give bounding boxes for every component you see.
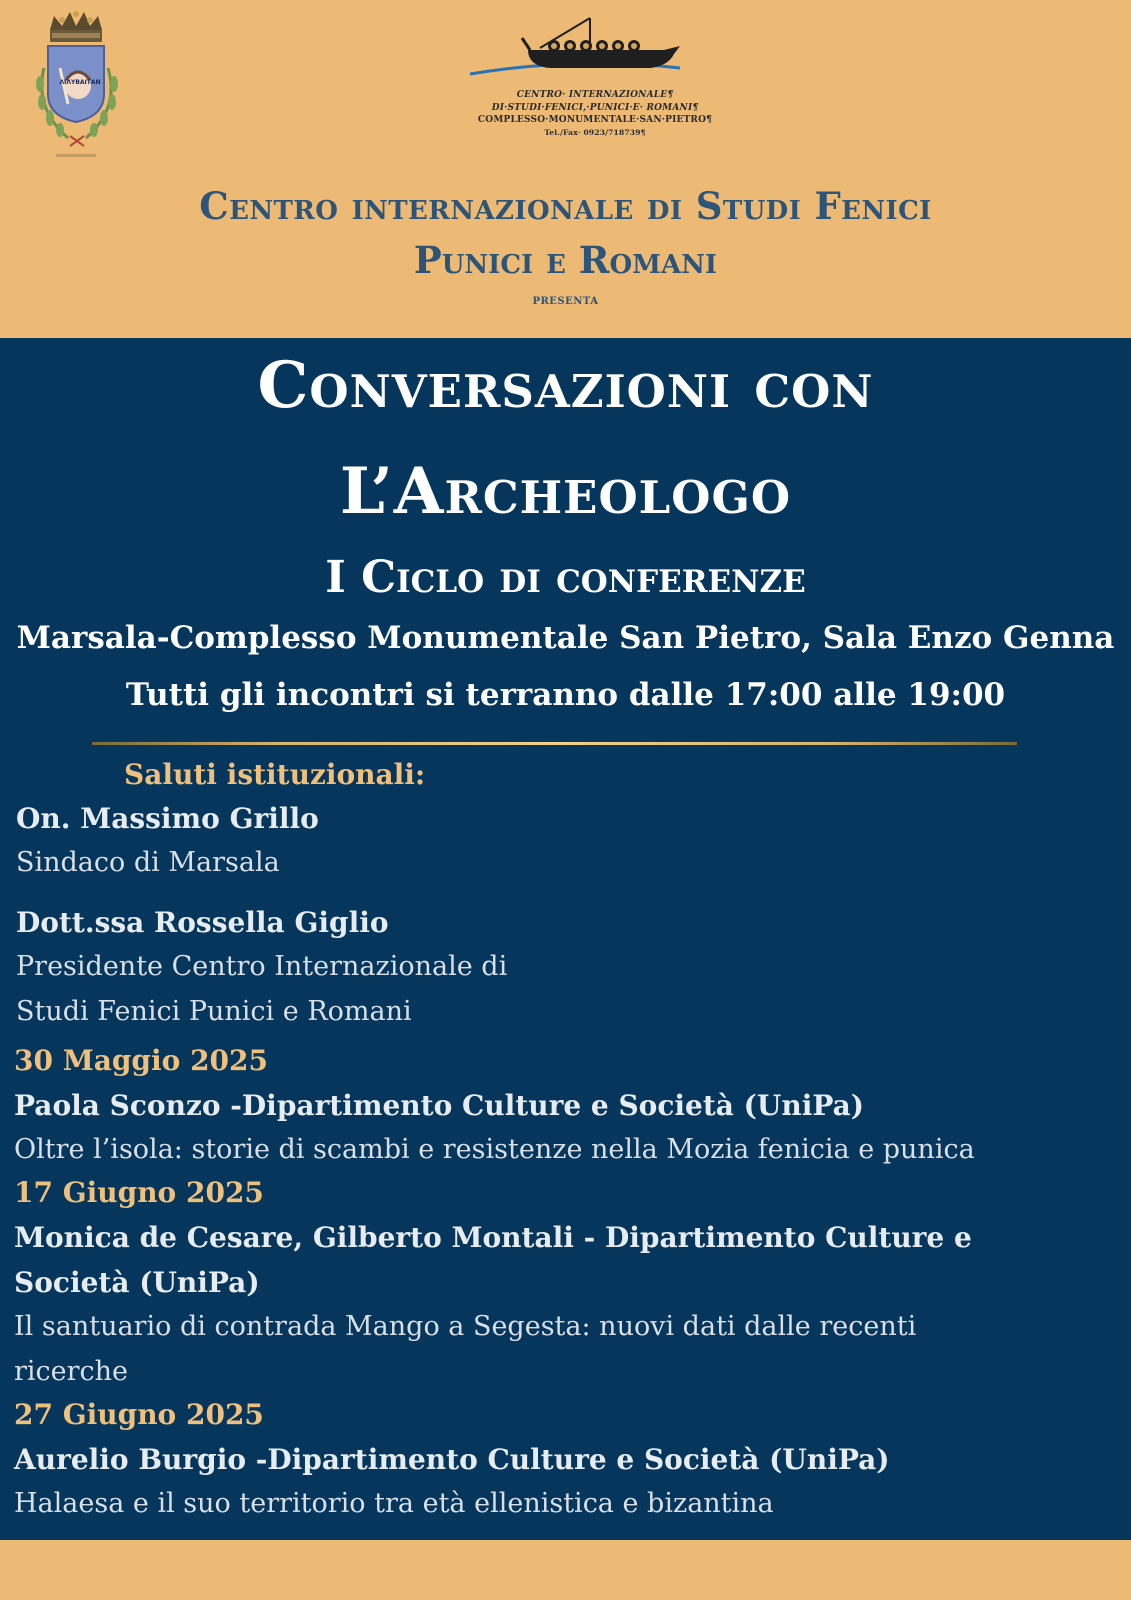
- presenta-label: presenta: [532, 292, 599, 308]
- institute-line: CENTRO· INTERNAZIONALE¶: [516, 90, 674, 100]
- institute-address-block: [400, 89, 790, 139]
- talk-speaker: Paola Sconzo -Dipartimento Culture e Società (UniPa): [14, 1089, 865, 1122]
- event-title-line1: Conversazioni con: [257, 348, 874, 423]
- institute-line: DI·STUDI·FENICI,·PUNICI·E· ROMANI¶: [491, 102, 699, 113]
- institute-phone: Tel./Fax· 0923/718739¶: [544, 127, 646, 137]
- talk-date: 17 Giugno 2025: [14, 1176, 264, 1209]
- gold-divider: [92, 742, 1017, 745]
- talk-topic: Il santuario di contrada Mango a Segesta: nuovi dati dalle recenti: [14, 1311, 917, 1342]
- talk-speaker: Società (UniPa): [14, 1266, 260, 1299]
- ship-logo-icon: [470, 16, 692, 80]
- talk-topic: Halaesa e il suo territorio tra età ellenistica e bizantina: [14, 1488, 774, 1519]
- talk-date: 30 Maggio 2025: [14, 1044, 268, 1077]
- greeting-name: On. Massimo Grillo: [16, 802, 319, 835]
- event-subtitle: I Ciclo di conferenze: [325, 552, 806, 603]
- greeting-role: Studi Fenici Punici e Romani: [16, 996, 412, 1027]
- event-hours: Tutti gli incontri si terranno dalle 17:00 alle 19:00: [125, 677, 1006, 713]
- talk-topic: ricerche: [14, 1356, 129, 1387]
- talk-topic: Oltre l’isola: storie di scambi e resistenze nella Mozia fenicia e punica: [14, 1134, 975, 1165]
- event-panel: [0, 338, 1131, 1540]
- talk-date: 27 Giugno 2025: [14, 1398, 264, 1431]
- institute-line: COMPLESSO·MONUMENTALE·SAN·PIETRO¶: [477, 115, 713, 125]
- greeting-name: Dott.ssa Rossella Giglio: [16, 906, 389, 939]
- event-title-line2: L’Archeologo: [339, 454, 792, 529]
- greetings-heading: Saluti istituzionali:: [124, 758, 426, 791]
- organizer-title-line1: Centro internazionale di Studi Fenici: [199, 184, 932, 228]
- organizer-title-line2: Punici e Romani: [413, 238, 718, 282]
- talk-speaker: Monica de Cesare, Gilberto Montali - Dipartimento Culture e: [14, 1221, 972, 1254]
- footer-band: [0, 1540, 1131, 1600]
- header-band: [0, 0, 1131, 338]
- greeting-role: Presidente Centro Internazionale di: [16, 951, 508, 982]
- talk-speaker: Aurelio Burgio -Dipartimento Culture e Società (UniPa): [14, 1443, 890, 1476]
- greeting-role: Sindaco di Marsala: [16, 847, 280, 878]
- crest-inscription: ΛΙΛΥΒΑΙΤΑΝ: [59, 79, 101, 86]
- city-crest-icon: [28, 8, 132, 168]
- event-venue: Marsala-Complesso Monumentale San Pietro, Sala Enzo Genna: [16, 620, 1115, 656]
